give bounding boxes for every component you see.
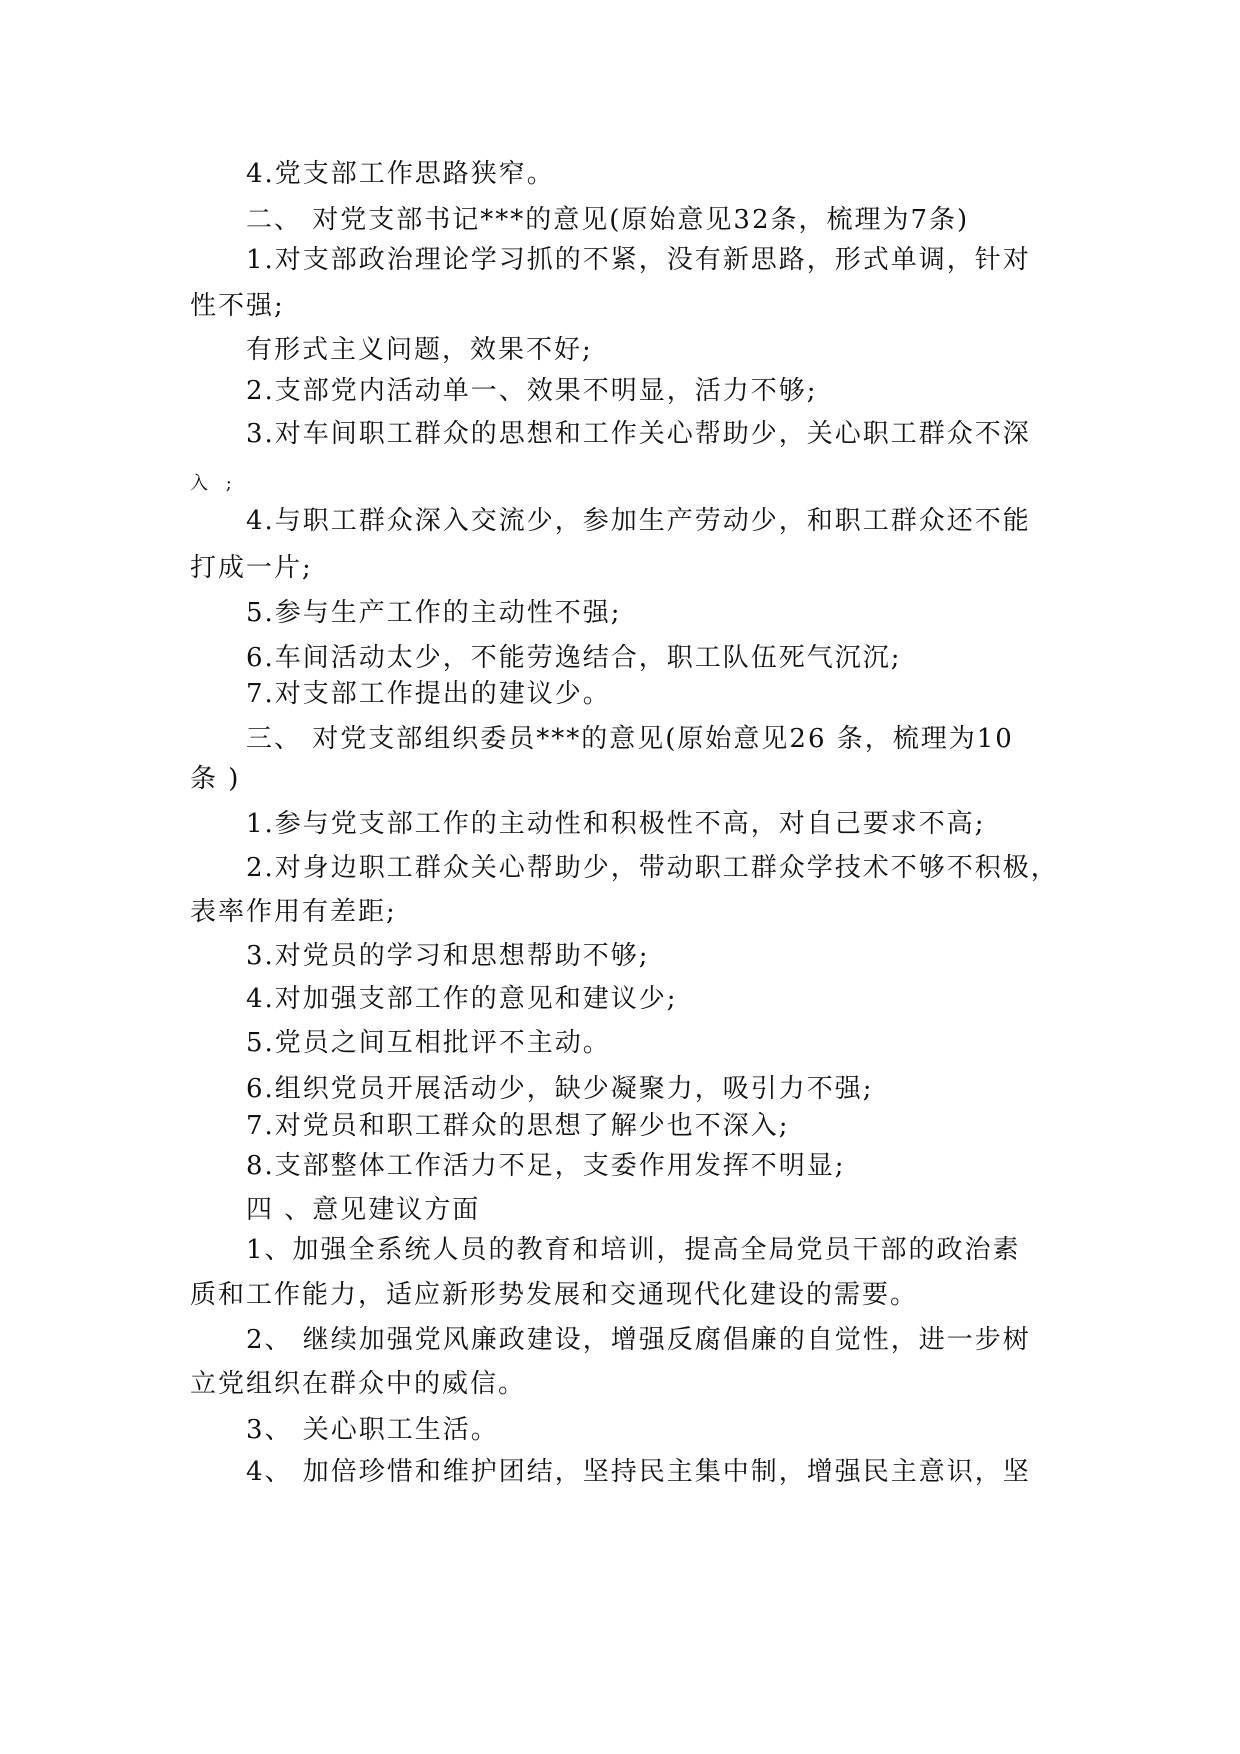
text-line-26: 1、加强全系统人员的教育和培训，提高全局党员干部的政治素 — [246, 1235, 1021, 1265]
text-line-28: 2、 继续加强党风廉政建设，增强反腐倡廉的自觉性，进一步树 — [246, 1325, 1031, 1355]
text-line-8: 入 ; — [190, 473, 238, 494]
text-line-22: 6.组织党员开展活动少，缺少凝聚力，吸引力不强; — [246, 1074, 874, 1104]
text-line-13: 7.对支部工作提出的建议少。 — [246, 679, 611, 709]
text-line-16: 1.参与党支部工作的主动性和积极性不高，对自己要求不高; — [246, 809, 986, 839]
text-line-15: 条 ) — [190, 764, 241, 794]
section-heading-3: 三、 对党支部组织委员***的意见(原始意见26 条，梳理为10 — [246, 724, 1014, 754]
text-line-19: 3.对党员的学习和思想帮助不够; — [246, 941, 650, 971]
text-line-29: 立党组织在群众中的威信。 — [190, 1369, 527, 1399]
text-line-6: 2.支部党内活动单一、效果不明显，活力不够; — [246, 376, 818, 406]
text-line-20: 4.对加强支部工作的意见和建议少; — [246, 984, 678, 1014]
text-line-17: 2.对身边职工群众关心帮助少，带动职工群众学技术不够不积极， — [246, 853, 1059, 883]
text-line-1: 4.党支部工作思路狭窄。 — [246, 159, 555, 189]
text-line-4: 性不强; — [190, 291, 285, 321]
section-heading-2: 二、 对党支部书记***的意见(原始意见32条，梳理为7条) — [246, 205, 970, 235]
text-line-30: 3、 关心职工生活。 — [246, 1415, 499, 1445]
text-line-21: 5.党员之间互相批评不主动。 — [246, 1028, 611, 1058]
section-heading-4: 四 、意见建议方面 — [246, 1195, 481, 1225]
text-line-12: 6.车间活动太少，不能劳逸结合，职工队伍死气沉沉; — [246, 643, 902, 673]
text-line-5: 有形式主义问题，效果不好; — [246, 335, 593, 365]
text-line-24: 8.支部整体工作活力不足，支委作用发挥不明显; — [246, 1151, 846, 1181]
text-line-10: 打成一片; — [190, 553, 313, 583]
text-line-18: 表率作用有差距; — [190, 897, 397, 927]
text-line-23: 7.对党员和职工群众的思想了解少也不深入; — [246, 1111, 790, 1141]
text-line-11: 5.参与生产工作的主动性不强; — [246, 598, 622, 628]
text-line-7: 3.对车间职工群众的思想和工作关心帮助少，关心职工群众不深 — [246, 419, 1031, 449]
text-line-27: 质和工作能力，适应新形势发展和交通现代化建设的需要。 — [190, 1280, 919, 1310]
text-line-31: 4、 加倍珍惜和维护团结，坚持民主集中制，增强民主意识，坚 — [246, 1457, 1031, 1487]
text-line-3: 1.对支部政治理论学习抓的不紧，没有新思路，形式单调，针对 — [246, 245, 1031, 275]
text-line-9: 4.与职工群众深入交流少，参加生产劳动少，和职工群众还不能 — [246, 506, 1031, 536]
